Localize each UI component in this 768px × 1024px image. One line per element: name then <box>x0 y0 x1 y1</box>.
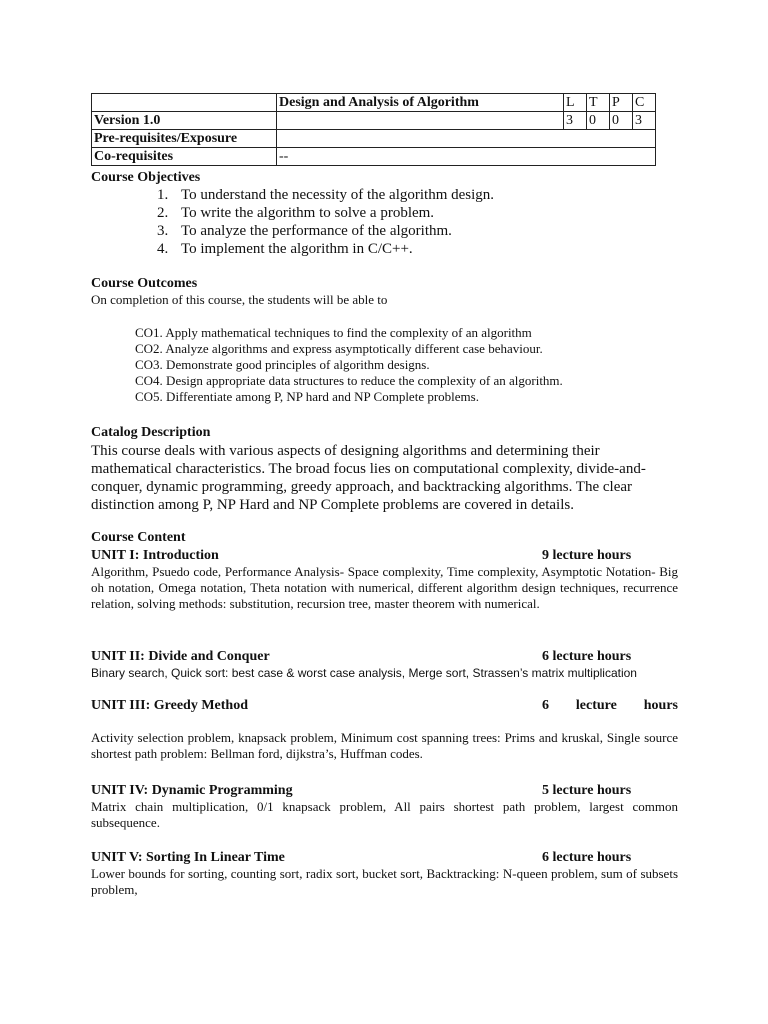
ltpc-label-p: P <box>610 94 633 112</box>
prerequisites-label: Pre-requisites/Exposure <box>92 130 277 148</box>
ltpc-value-t: 0 <box>587 112 610 130</box>
unit-title: UNIT III: Greedy Method <box>91 698 248 713</box>
table-row <box>92 130 656 148</box>
content-heading: Course Content <box>91 530 186 545</box>
catalog-text: This course deals with various aspects of designing algorithms and determining their mathematical characteristics. The broad focus lies on computational complexity, divide-and-conquer, dynamic programming, greedy approach, and backtracking algorithms. The clear distinction among P, NP Hard and NP Complete problems are covered in details. <box>91 443 646 513</box>
unit-title: UNIT V: Sorting In Linear Time <box>91 850 285 865</box>
objectives-list <box>157 186 494 258</box>
unit-hours: 6 lecture hours <box>542 698 678 713</box>
unit-hours: 6 lecture hours <box>542 649 632 664</box>
list-item: 3. To analyze the performance of the algorithm. <box>157 223 452 239</box>
unit-2 <box>91 648 678 681</box>
corequisites-label: Co-requisites <box>92 148 277 166</box>
unit-5 <box>91 849 678 898</box>
list-item: CO3. Demonstrate good principles of algorithm designs. <box>135 357 430 372</box>
unit-1 <box>91 547 678 612</box>
corequisites-value: -- <box>277 148 656 166</box>
unit-text: Activity selection problem, knapsack problem, Minimum cost spanning trees: Prims and kruskal, Single source shortest path problem: Bellman ford, dijkstra’s, Huffman codes. <box>91 730 678 761</box>
course-title: Design and Analysis of Algorithm <box>277 94 564 112</box>
list-item: CO5. Differentiate among P, NP hard and NP Complete problems. <box>135 389 479 404</box>
objectives-heading: Course Objectives <box>91 170 201 185</box>
unit-3 <box>91 697 678 762</box>
unit-hours: 5 lecture hours <box>542 783 632 798</box>
outcomes-list <box>135 325 563 405</box>
version-label: Version 1.0 <box>92 112 277 130</box>
ltpc-label-l: L <box>564 94 587 112</box>
empty-cell <box>277 112 564 130</box>
unit-text: Binary search, Quick sort: best case & worst case analysis, Merge sort, Strassen’s matrix multiplication <box>91 666 637 680</box>
list-item: CO4. Design appropriate data structures to reduce the complexity of an algorithm. <box>135 373 563 388</box>
list-item: 2. To write the algorithm to solve a problem. <box>157 205 435 221</box>
empty-cell <box>92 94 277 112</box>
unit-title: UNIT II: Divide and Conquer <box>91 649 270 664</box>
list-item: 1. To understand the necessity of the algorithm design. <box>157 187 495 203</box>
course-header-table <box>91 93 656 166</box>
prerequisites-value <box>277 130 656 148</box>
unit-title: UNIT I: Introduction <box>91 548 219 563</box>
unit-text: Matrix chain multiplication, 0/1 knapsack problem, All pairs shortest path problem, largest common subsequence. <box>91 799 678 830</box>
list-item: CO2. Analyze algorithms and express asymptotically different case behaviour. <box>135 341 543 356</box>
list-item: CO1. Apply mathematical techniques to find the complexity of an algorithm <box>135 325 532 340</box>
list-item: 4. To implement the algorithm in C/C++. <box>157 241 413 257</box>
unit-text: Lower bounds for sorting, counting sort, radix sort, bucket sort, Backtracking: N-queen problem, sum of subsets problem, <box>91 866 678 897</box>
unit-hours: 6 lecture hours <box>542 850 632 865</box>
unit-title: UNIT IV: Dynamic Programming <box>91 783 293 798</box>
table-row <box>92 112 656 130</box>
ltpc-label-c: C <box>633 94 656 112</box>
unit-hours: 9 lecture hours <box>542 548 632 563</box>
unit-4 <box>91 782 678 831</box>
ltpc-value-p: 0 <box>610 112 633 130</box>
unit-text: Algorithm, Psuedo code, Performance Analysis- Space complexity, Time complexity, Asymptotic Notation- Big oh notation, Omega notation, Theta notation with numerical, different algorithm design techniques, recurrence relation, solving methods: substitution, recursion tree, master theorem with numerical. <box>91 564 678 611</box>
ltpc-label-t: T <box>587 94 610 112</box>
ltpc-value-l: 3 <box>564 112 587 130</box>
table-row <box>92 148 656 166</box>
table-row <box>92 94 656 112</box>
ltpc-value-c: 3 <box>633 112 656 130</box>
catalog-heading: Catalog Description <box>91 425 211 440</box>
outcomes-intro: On completion of this course, the students will be able to <box>91 292 388 307</box>
outcomes-heading: Course Outcomes <box>91 276 198 291</box>
